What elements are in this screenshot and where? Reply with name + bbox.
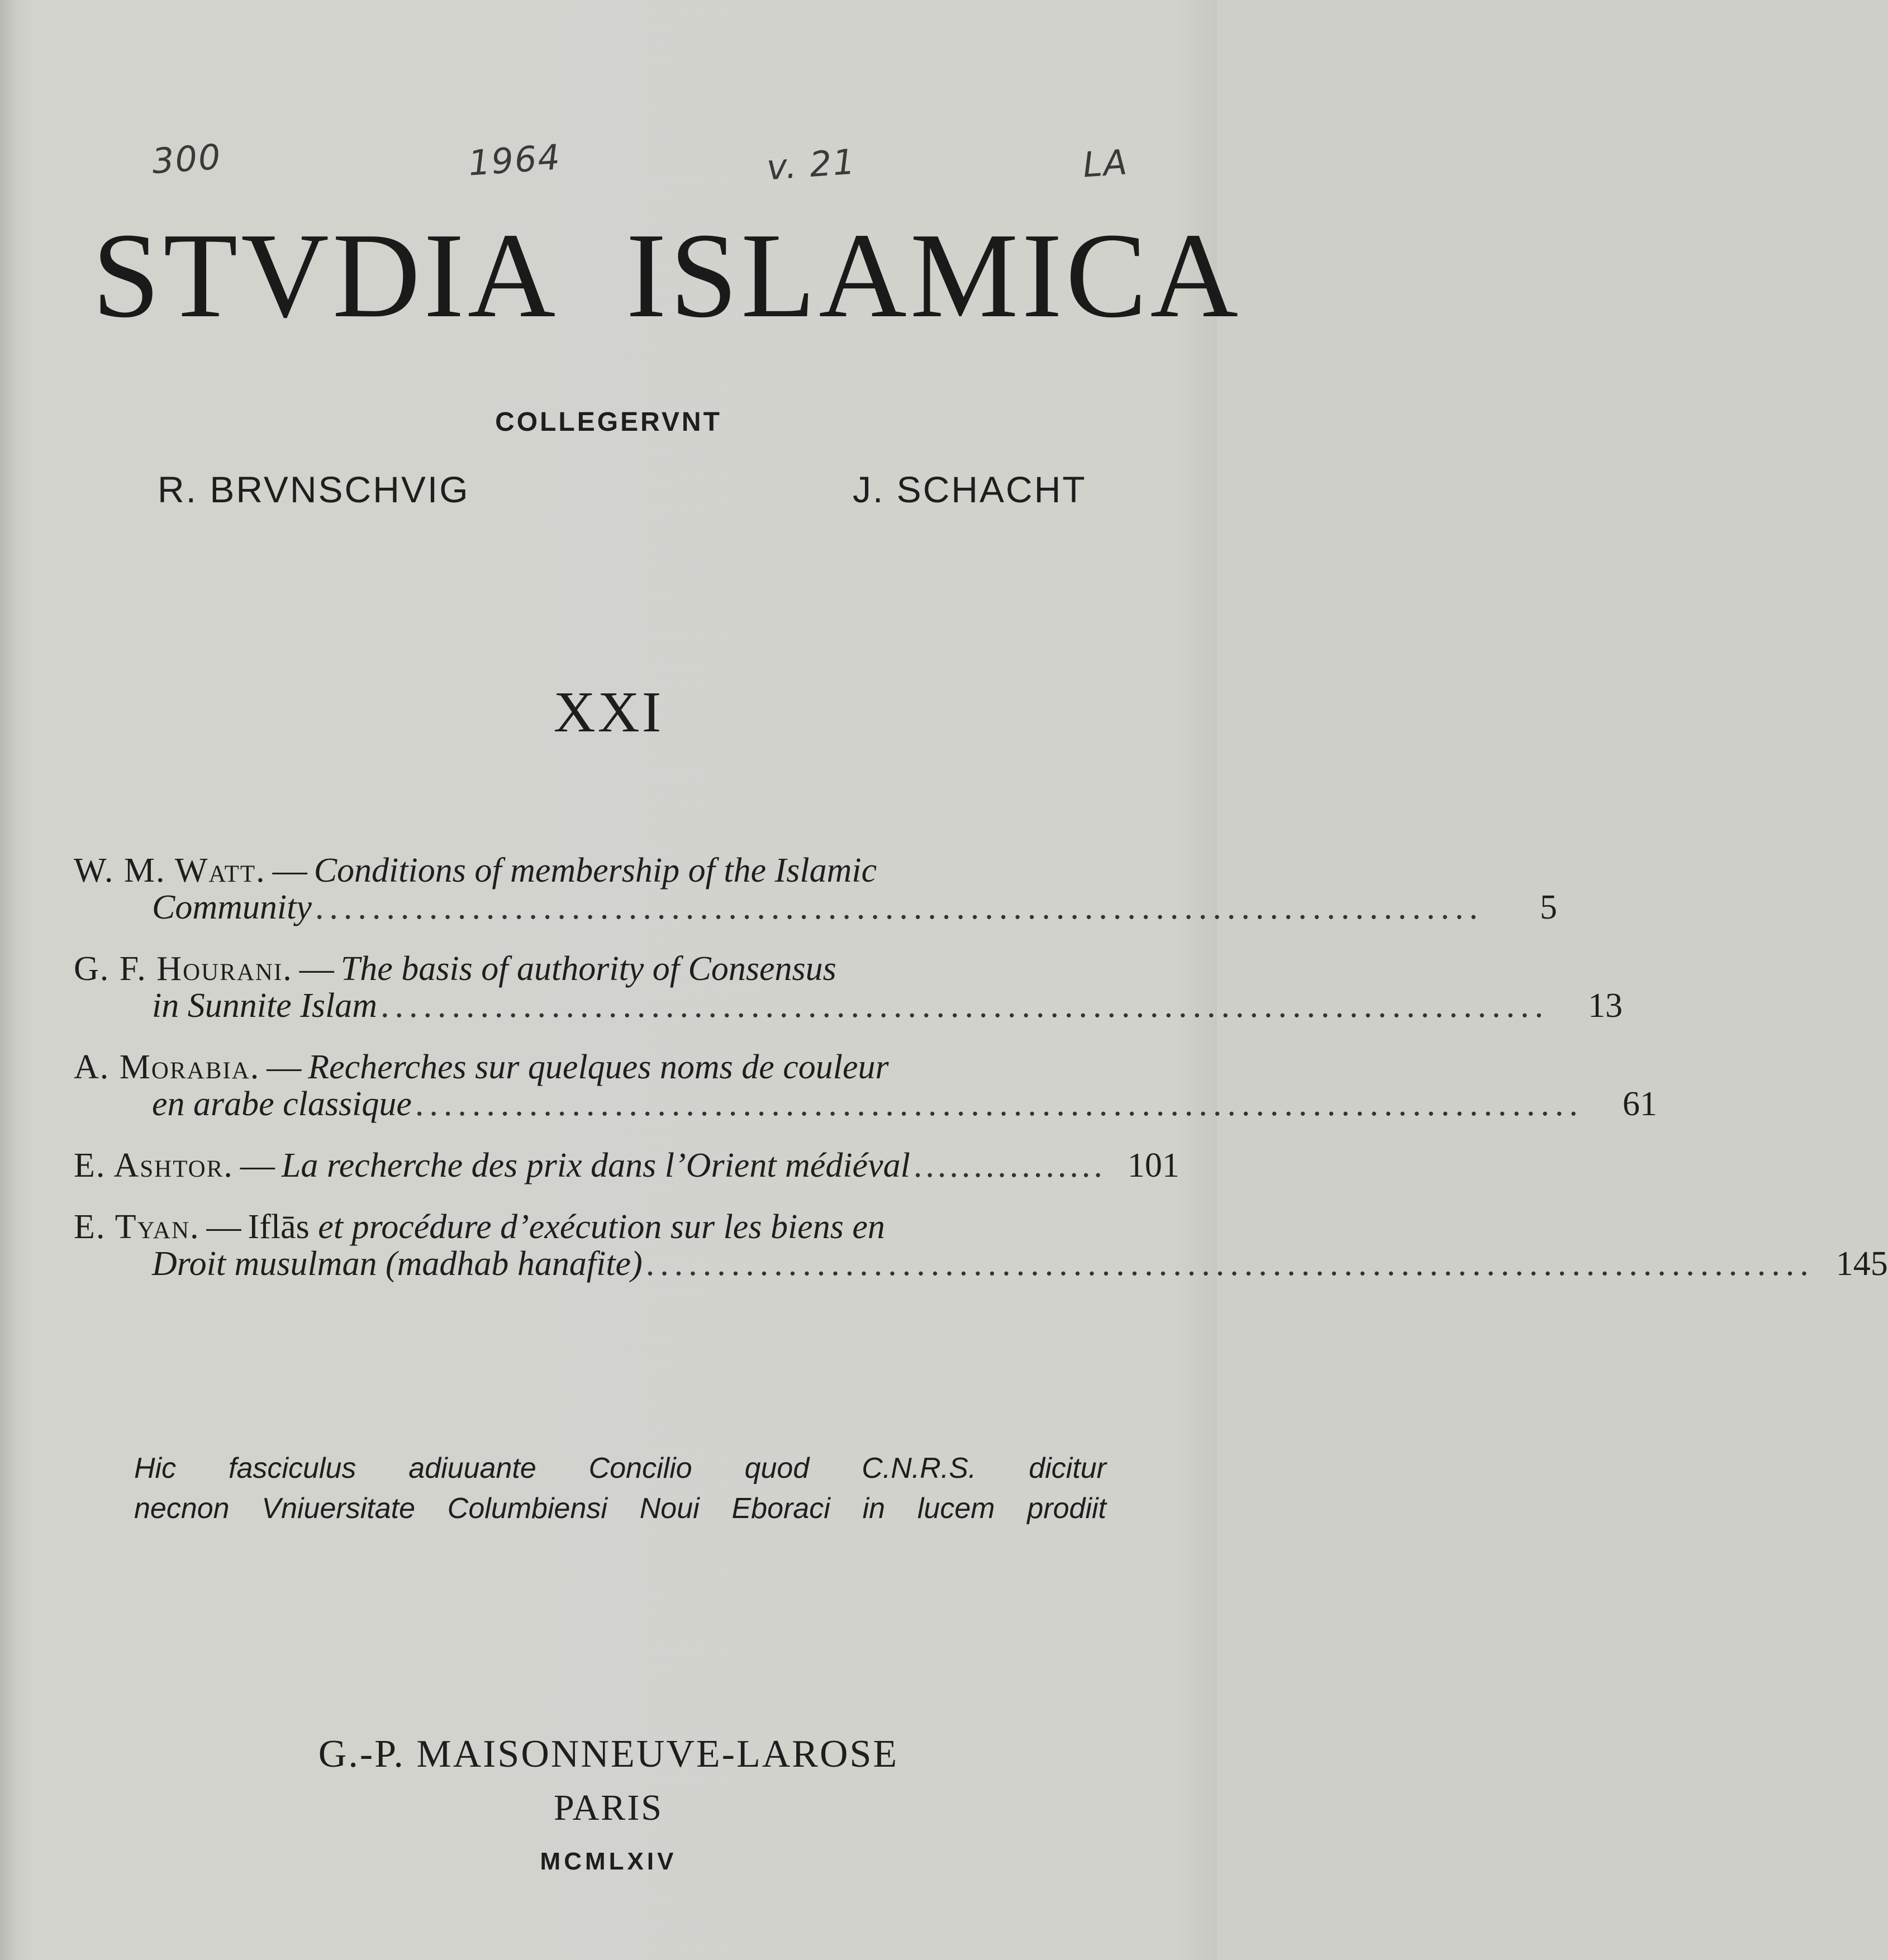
toc-author: W. M. Watt. bbox=[74, 851, 266, 889]
toc-author: G. F. Hourani. bbox=[74, 950, 293, 988]
toc-title-continued: en arabe classique bbox=[152, 1085, 412, 1123]
toc-title: Conditions of membership of the Islamic bbox=[313, 851, 877, 889]
toc-page-number: 5 bbox=[1539, 888, 1557, 926]
journal-title-word-2: ISLAMICA bbox=[626, 208, 1242, 343]
toc-author: E. Ashtor. bbox=[74, 1146, 234, 1184]
toc-page-number: 145 bbox=[1835, 1245, 1888, 1283]
handwritten-year: 1964 bbox=[467, 136, 563, 184]
publication-year: MCMLXIV bbox=[540, 1848, 677, 1875]
toc-title-continued: in Sunnite Islam bbox=[152, 987, 377, 1025]
toc-leader-dots: .................................................................................. bbox=[415, 1085, 1583, 1123]
toc-title: La recherche des prix dans l’Orient médiéval bbox=[281, 1146, 910, 1184]
editor-brunschvig: R. BRVNSCHVIG bbox=[158, 469, 470, 510]
toc-entry bbox=[74, 1208, 1888, 1283]
toc-title-transliterated: Iflās bbox=[248, 1208, 310, 1246]
publisher-name: G.-P. MAISONNEUVE-LAROSE bbox=[318, 1733, 899, 1776]
toc-page-number: 101 bbox=[1127, 1146, 1180, 1184]
volume-number: XXI bbox=[553, 680, 664, 744]
toc-page-number: 13 bbox=[1587, 987, 1623, 1025]
toc-dash: — bbox=[272, 851, 307, 889]
toc-leader-dots: .................................................................................. bbox=[380, 987, 1549, 1025]
toc-leader-dots: ................ bbox=[913, 1146, 1106, 1184]
toc-title: Recherches sur quelques noms de couleur bbox=[308, 1048, 889, 1086]
funding-note bbox=[134, 1448, 1106, 1529]
toc-title-continued: Community bbox=[152, 888, 312, 926]
toc-dash: — bbox=[240, 1146, 275, 1184]
publisher-city: PARIS bbox=[553, 1787, 664, 1828]
journal-title-word-1: STVDIA bbox=[92, 208, 559, 343]
toc-dash: — bbox=[299, 950, 334, 988]
handwritten-volume-number: v. 21 bbox=[765, 141, 858, 188]
toc-entry bbox=[74, 1146, 1180, 1184]
toc-leader-dots: .................................................................................. bbox=[315, 888, 1483, 926]
toc-entry bbox=[74, 1048, 1657, 1123]
collegervnt-label: COLLEGERVNT bbox=[495, 407, 722, 437]
toc-dash: — bbox=[206, 1208, 241, 1246]
funding-note-line-1: Hic fasciculus adiuuante Concilio quod C.N.R.S. dicitur bbox=[134, 1452, 1106, 1485]
toc-title: et procédure d’exécution sur les biens en bbox=[318, 1208, 885, 1246]
toc-author: E. Tyan. bbox=[74, 1208, 200, 1246]
toc-entry bbox=[74, 950, 1623, 1025]
toc-title: The basis of authority of Consensus bbox=[340, 950, 836, 988]
funding-note-line-2: necnon Vniuersitate Columbiensi Noui Eboraci in lucem prodiit bbox=[134, 1492, 1106, 1525]
toc-entry bbox=[74, 851, 1557, 926]
editor-schacht: J. SCHACHT bbox=[853, 469, 1087, 510]
handwritten-call-number: 300 bbox=[150, 136, 223, 182]
toc-page-number: 61 bbox=[1622, 1085, 1657, 1123]
journal-title bbox=[92, 208, 1242, 343]
toc-leader-dots: .................................................................................. bbox=[645, 1245, 1814, 1283]
toc-author: A. Morabia. bbox=[74, 1048, 260, 1086]
table-of-contents bbox=[74, 851, 1888, 1307]
toc-dash: — bbox=[267, 1048, 302, 1086]
toc-title-continued: Droit musulman (madhab hanafite) bbox=[152, 1245, 643, 1283]
handwritten-initials: LA bbox=[1081, 141, 1130, 185]
